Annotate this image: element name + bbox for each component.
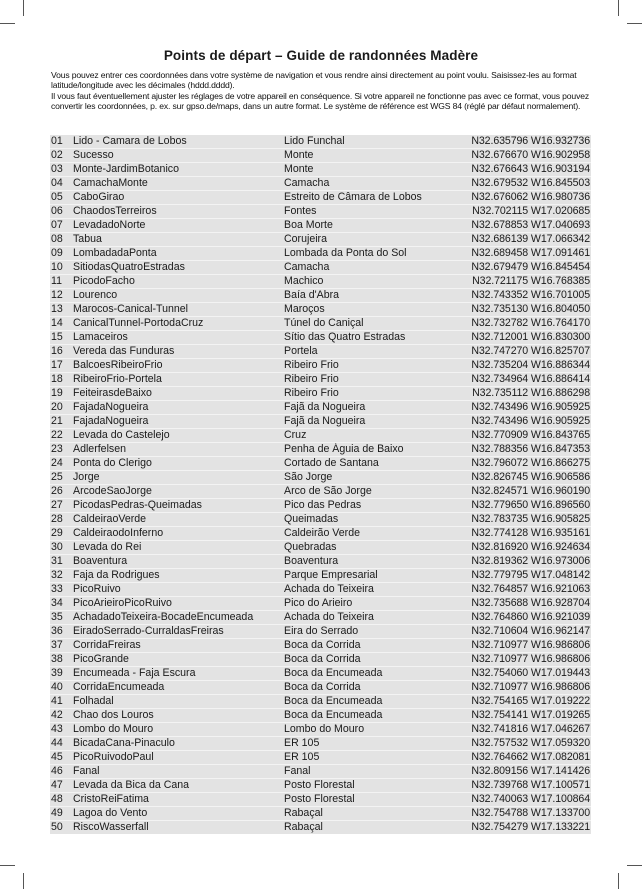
- table-row: [50, 401, 591, 415]
- start-place: Pico das Pedras: [284, 499, 362, 511]
- table-row: [50, 639, 591, 653]
- table-row: [50, 135, 591, 149]
- route-name: Jorge: [73, 471, 100, 483]
- route-name: CorridaFreiras: [73, 639, 141, 651]
- crop-mark-bottom-right-vertical: [618, 873, 619, 889]
- route-name: Sucesso: [73, 149, 114, 161]
- table-row: [50, 723, 591, 737]
- start-place: Posto Florestal: [284, 793, 355, 805]
- route-name: Folhadal: [73, 695, 114, 707]
- route-name: EiradoSerrado-CurraldasFreiras: [73, 625, 224, 637]
- row-number: 50: [51, 821, 63, 833]
- gps-coordinates: N32.783735 W16.905825: [471, 513, 590, 525]
- table-row: [50, 247, 591, 261]
- start-place: Monte: [284, 149, 314, 161]
- row-number: 41: [51, 695, 63, 707]
- table-row: [50, 569, 591, 583]
- route-name: Tabua: [73, 233, 102, 245]
- route-name: PicodasPedras-Queimadas: [73, 499, 202, 511]
- row-number: 39: [51, 667, 63, 679]
- gps-coordinates: N32.743352 W16.701005: [471, 289, 590, 301]
- table-row: [50, 233, 591, 247]
- table-row: [50, 289, 591, 303]
- route-name: Levada do Castelejo: [73, 429, 170, 441]
- start-place: Queimadas: [284, 513, 339, 525]
- gps-coordinates: N32.635796 W16.932736: [471, 135, 590, 147]
- row-number: 35: [51, 611, 63, 623]
- route-name: CristoReiFatima: [73, 793, 149, 805]
- gps-coordinates: N32.779650 W16.896560: [471, 499, 590, 511]
- row-number: 13: [51, 303, 63, 315]
- route-name: ArcodeSaoJorge: [73, 485, 152, 497]
- route-name: Lamaceiros: [73, 331, 128, 343]
- gps-coordinates: N32.796072 W16.866275: [471, 457, 590, 469]
- gps-coordinates: N32.754279 W17.133221: [471, 821, 590, 833]
- row-number: 08: [51, 233, 63, 245]
- route-name: Ponta do Clerigo: [73, 457, 152, 469]
- route-name: Levada da Bica da Cana: [73, 779, 190, 791]
- intro-paragraph-2: Il vous faut éventuellement ajuster les réglages de votre appareil en conséquence. Si votre appareil ne fonctionne pas avec ce format, vous pouvez convertir les coordonnées, p. ex. sur gpso.de/maps, dans un autre format. Le système de référence est WGS 84 (réglé par défaut normalement).: [51, 90, 589, 112]
- start-place: Boca da Corrida: [284, 653, 361, 665]
- table-row: [50, 541, 591, 555]
- gps-coordinates: N32.679532 W16.845503: [471, 177, 590, 189]
- route-name: PicoArieiroPicoRuivo: [73, 597, 172, 609]
- crop-mark-bottom-left-horizontal: [0, 865, 15, 866]
- table-row: [50, 331, 591, 345]
- crop-mark-bottom-left-vertical: [23, 873, 24, 889]
- start-place: Camacha: [284, 177, 330, 189]
- route-name: Lagoa do Vento: [73, 807, 148, 819]
- crop-mark-top-left-vertical: [23, 0, 24, 16]
- route-name: LombadadaPonta: [73, 247, 157, 259]
- start-place: Lombo do Mouro: [284, 723, 365, 735]
- start-place: Ribeiro Frio: [284, 373, 339, 385]
- start-place: Cruz: [284, 429, 307, 441]
- gps-coordinates: N32.819362 W16.973006: [471, 555, 590, 567]
- gps-coordinates: N32.779795 W17.048142: [471, 569, 590, 581]
- row-number: 07: [51, 219, 63, 231]
- table-row: [50, 779, 591, 793]
- gps-coordinates: N32.678853 W17.040693: [471, 219, 590, 231]
- table-row: [50, 821, 591, 834]
- start-place: Boca da Encumeada: [284, 709, 383, 721]
- route-name: AchadadoTeixeira-BocadeEncumeada: [73, 611, 254, 623]
- start-place: Cortado de Santana: [284, 457, 379, 469]
- gps-coordinates: N32.710977 W16.986806: [471, 653, 590, 665]
- route-name: PicoRuivodoPaul: [73, 751, 154, 763]
- route-name: Monte-JardimBotanico: [73, 163, 179, 175]
- row-number: 36: [51, 625, 63, 637]
- row-number: 27: [51, 499, 63, 511]
- route-name: Lido - Camara de Lobos: [73, 135, 187, 147]
- start-place: Ribeiro Frio: [284, 387, 339, 399]
- gps-coordinates: N32.676643 W16.903194: [471, 163, 590, 175]
- table-row: [50, 471, 591, 485]
- table-row: [50, 751, 591, 765]
- row-number: 26: [51, 485, 63, 497]
- route-name: PicoGrande: [73, 653, 129, 665]
- start-place: Fajã da Nogueira: [284, 415, 366, 427]
- crop-mark-top-left-horizontal: [0, 23, 15, 24]
- gps-coordinates: N32.754141 W17.019265: [471, 709, 590, 721]
- gps-coordinates: N32.809156 W17.141426: [471, 765, 590, 777]
- row-number: 44: [51, 737, 63, 749]
- row-number: 12: [51, 289, 63, 301]
- table-row: [50, 373, 591, 387]
- route-name: FajadaNogueira: [73, 401, 149, 413]
- row-number: 25: [51, 471, 63, 483]
- row-number: 17: [51, 359, 63, 371]
- table-row: [50, 499, 591, 513]
- start-place: Fanal: [284, 765, 311, 777]
- gps-coordinates: N32.816920 W16.924634: [471, 541, 590, 553]
- row-number: 03: [51, 163, 63, 175]
- gps-coordinates: N32.754788 W17.133700: [471, 807, 590, 819]
- table-row: [50, 219, 591, 233]
- gps-coordinates: N32.824571 W16.960190: [471, 485, 590, 497]
- table-row: [50, 443, 591, 457]
- start-place: ER 105: [284, 737, 320, 749]
- table-row: [50, 807, 591, 821]
- row-number: 02: [51, 149, 63, 161]
- route-name: Fanal: [73, 765, 100, 777]
- row-number: 23: [51, 443, 63, 455]
- start-place: Machico: [284, 275, 324, 287]
- route-name: Lombo do Mouro: [73, 723, 154, 735]
- start-place: Boca da Encumeada: [284, 695, 383, 707]
- gps-coordinates: N32.743496 W16.905925: [471, 415, 590, 427]
- start-place: São Jorge: [284, 471, 333, 483]
- row-number: 43: [51, 723, 63, 735]
- route-name: PicodoFacho: [73, 275, 135, 287]
- table-row: [50, 429, 591, 443]
- table-row: [50, 555, 591, 569]
- route-name: BicadaCana-Pinaculo: [73, 737, 175, 749]
- start-place: Lombada da Ponta do Sol: [284, 247, 407, 259]
- row-number: 37: [51, 639, 63, 651]
- gps-coordinates: N32.735112 W16.886298: [472, 387, 590, 399]
- start-place: Pico do Arieiro: [284, 597, 353, 609]
- table-row: [50, 345, 591, 359]
- route-name: Vereda das Funduras: [73, 345, 175, 357]
- row-number: 22: [51, 429, 63, 441]
- table-row: [50, 597, 591, 611]
- table-row: [50, 317, 591, 331]
- row-number: 48: [51, 793, 63, 805]
- row-number: 49: [51, 807, 63, 819]
- row-number: 24: [51, 457, 63, 469]
- table-row: [50, 149, 591, 163]
- gps-coordinates: N32.735130 W16.804050: [471, 303, 590, 315]
- gps-coordinates: N32.754060 W17.019443: [471, 667, 590, 679]
- row-number: 29: [51, 527, 63, 539]
- gps-coordinates: N32.788356 W16.847353: [471, 443, 590, 455]
- row-number: 04: [51, 177, 63, 189]
- row-number: 47: [51, 779, 63, 791]
- coordinates-table: [50, 135, 591, 834]
- start-place: Ribeiro Frio: [284, 359, 339, 371]
- crop-mark-bottom-right-horizontal: [627, 865, 642, 866]
- start-place: Posto Florestal: [284, 779, 355, 791]
- row-number: 19: [51, 387, 63, 399]
- table-row: [50, 527, 591, 541]
- gps-coordinates: N32.710977 W16.986806: [471, 681, 590, 693]
- start-place: Boca da Corrida: [284, 639, 361, 651]
- route-name: PicoRuivo: [73, 583, 121, 595]
- route-name: Adlerfelsen: [73, 443, 126, 455]
- start-place: Fajã da Nogueira: [284, 401, 366, 413]
- gps-coordinates: N32.743496 W16.905925: [471, 401, 590, 413]
- row-number: 11: [51, 275, 62, 287]
- route-name: LevadadoNorte: [73, 219, 146, 231]
- row-number: 30: [51, 541, 63, 553]
- start-place: Boa Morte: [284, 219, 333, 231]
- start-place: Camacha: [284, 261, 330, 273]
- gps-coordinates: N32.735688 W16.928704: [471, 597, 590, 609]
- gps-coordinates: N32.689458 W17.091461: [471, 247, 590, 259]
- start-place: Lido Funchal: [284, 135, 345, 147]
- gps-coordinates: N32.676670 W16.902958: [471, 149, 590, 161]
- gps-coordinates: N32.757532 W17.059320: [471, 737, 590, 749]
- gps-coordinates: N32.679479 W16.845454: [471, 261, 590, 273]
- gps-coordinates: N32.702115 W17.020685: [472, 205, 590, 217]
- gps-coordinates: N32.710977 W16.986806: [471, 639, 590, 651]
- gps-coordinates: N32.740063 W17.100864: [471, 793, 590, 805]
- start-place: Quebradas: [284, 541, 337, 553]
- table-row: [50, 653, 591, 667]
- gps-coordinates: N32.732782 W16.764170: [471, 317, 590, 329]
- route-name: RiscoWasserfall: [73, 821, 149, 833]
- row-number: 34: [51, 597, 63, 609]
- table-row: [50, 205, 591, 219]
- table-row: [50, 765, 591, 779]
- route-name: RibeiroFrio-Portela: [73, 373, 162, 385]
- crop-mark-top-right-horizontal: [627, 23, 642, 24]
- start-place: Boca da Corrida: [284, 681, 361, 693]
- route-name: SitiodasQuatroEstradas: [73, 261, 185, 273]
- table-row: [50, 583, 591, 597]
- route-name: Marocos-Canical-Tunnel: [73, 303, 189, 315]
- row-number: 42: [51, 709, 63, 721]
- gps-coordinates: N32.721175 W16.768385: [472, 275, 590, 287]
- gps-coordinates: N32.826745 W16.906586: [471, 471, 590, 483]
- route-name: Levada do Rei: [73, 541, 142, 553]
- start-place: Parque Empresarial: [284, 569, 378, 581]
- start-place: Arco de São Jorge: [284, 485, 372, 497]
- gps-coordinates: N32.764860 W16.921039: [471, 611, 590, 623]
- row-number: 09: [51, 247, 63, 259]
- row-number: 16: [51, 345, 63, 357]
- table-row: [50, 177, 591, 191]
- gps-coordinates: N32.770909 W16.843765: [471, 429, 590, 441]
- table-row: [50, 695, 591, 709]
- crop-mark-top-right-vertical: [618, 0, 619, 16]
- gps-coordinates: N32.741816 W17.046267: [471, 723, 590, 735]
- start-place: Baía d'Abra: [284, 289, 340, 301]
- start-place: Maroços: [284, 303, 325, 315]
- route-name: FajadaNogueira: [73, 415, 149, 427]
- route-name: CaboGirao: [73, 191, 125, 203]
- start-place: Achada do Teixeira: [284, 611, 374, 623]
- gps-coordinates: N32.764662 W17.082081: [471, 751, 590, 763]
- table-row: [50, 261, 591, 275]
- gps-coordinates: N32.686139 W17.066342: [471, 233, 590, 245]
- row-number: 06: [51, 205, 63, 217]
- table-row: [50, 611, 591, 625]
- row-number: 15: [51, 331, 63, 343]
- gps-coordinates: N32.710604 W16.962147: [471, 625, 590, 637]
- gps-coordinates: N32.739768 W17.100571: [471, 779, 590, 791]
- route-name: Encumeada - Faja Escura: [73, 667, 196, 679]
- table-row: [50, 681, 591, 695]
- row-number: 45: [51, 751, 63, 763]
- table-row: [50, 513, 591, 527]
- row-number: 40: [51, 681, 63, 693]
- route-name: CaldeiraodoInferno: [73, 527, 164, 539]
- row-number: 20: [51, 401, 63, 413]
- row-number: 01: [51, 135, 63, 147]
- gps-coordinates: N32.754165 W17.019222: [471, 695, 590, 707]
- row-number: 28: [51, 513, 63, 525]
- start-place: Monte: [284, 163, 314, 175]
- row-number: 18: [51, 373, 63, 385]
- row-number: 32: [51, 569, 63, 581]
- table-row: [50, 793, 591, 807]
- gps-coordinates: N32.764857 W16.921063: [471, 583, 590, 595]
- route-name: Lourenco: [73, 289, 118, 301]
- row-number: 38: [51, 653, 63, 665]
- row-number: 21: [51, 415, 63, 427]
- start-place: Estreito de Câmara de Lobos: [284, 191, 422, 203]
- route-name: CamachaMonte: [73, 177, 148, 189]
- row-number: 33: [51, 583, 63, 595]
- row-number: 14: [51, 317, 63, 329]
- start-place: Túnel do Caniçal: [284, 317, 364, 329]
- start-place: Penha de Águia de Baixo: [284, 443, 404, 455]
- start-place: ER 105: [284, 751, 320, 763]
- start-place: Sítio das Quatro Estradas: [284, 331, 406, 343]
- start-place: Fontes: [284, 205, 317, 217]
- start-place: Achada do Teixeira: [284, 583, 374, 595]
- table-row: [50, 625, 591, 639]
- page-title: Points de départ – Guide de randonnées Madère: [163, 48, 479, 63]
- gps-coordinates: N32.734964 W16.886414: [471, 373, 590, 385]
- table-row: [50, 387, 591, 401]
- route-name: CanicalTunnel-PortodaCruz: [73, 317, 204, 329]
- table-row: [50, 667, 591, 681]
- table-row: [50, 709, 591, 723]
- route-name: Faja da Rodrigues: [73, 569, 160, 581]
- gps-coordinates: N32.712001 W16.830300: [471, 331, 590, 343]
- gps-coordinates: N32.676062 W16.980736: [471, 191, 590, 203]
- start-place: Portela: [284, 345, 318, 357]
- start-place: Eira do Serrado: [284, 625, 359, 637]
- table-row: [50, 457, 591, 471]
- route-name: CaldeiraoVerde: [73, 513, 147, 525]
- intro-paragraph-1: Vous pouvez entrer ces coordonnées dans votre système de navigation et vous rendre ainsi directement au point voulu. Saisissez-les au format latitude/longitude avec les décimales (hddd.dddd).: [51, 70, 577, 91]
- table-row: [50, 415, 591, 429]
- table-row: [50, 485, 591, 499]
- row-number: 31: [51, 555, 63, 567]
- start-place: Boaventura: [284, 555, 339, 567]
- gps-coordinates: N32.747270 W16.825707: [471, 345, 590, 357]
- gps-coordinates: N32.735204 W16.886344: [471, 359, 590, 371]
- route-name: ChaodosTerreiros: [73, 205, 157, 217]
- route-name: CorridaEncumeada: [73, 681, 165, 693]
- start-place: Rabaçal: [284, 807, 323, 819]
- row-number: 05: [51, 191, 63, 203]
- start-place: Caldeirão Verde: [284, 527, 360, 539]
- start-place: Boca da Encumeada: [284, 667, 383, 679]
- row-number: 10: [51, 261, 63, 273]
- table-row: [50, 303, 591, 317]
- start-place: Corujeira: [284, 233, 327, 245]
- row-number: 46: [51, 765, 63, 777]
- table-row: [50, 191, 591, 205]
- route-name: BalcoesRibeiroFrio: [73, 359, 163, 371]
- table-row: [50, 163, 591, 177]
- route-name: FeiteirasdeBaixo: [73, 387, 152, 399]
- start-place: Rabaçal: [284, 821, 323, 833]
- route-name: Boaventura: [73, 555, 128, 567]
- table-row: [50, 359, 591, 373]
- table-row: [50, 275, 591, 289]
- gps-coordinates: N32.774128 W16.935161: [471, 527, 590, 539]
- intro-text: [51, 70, 596, 112]
- table-row: [50, 737, 591, 751]
- route-name: Chao dos Louros: [73, 709, 154, 721]
